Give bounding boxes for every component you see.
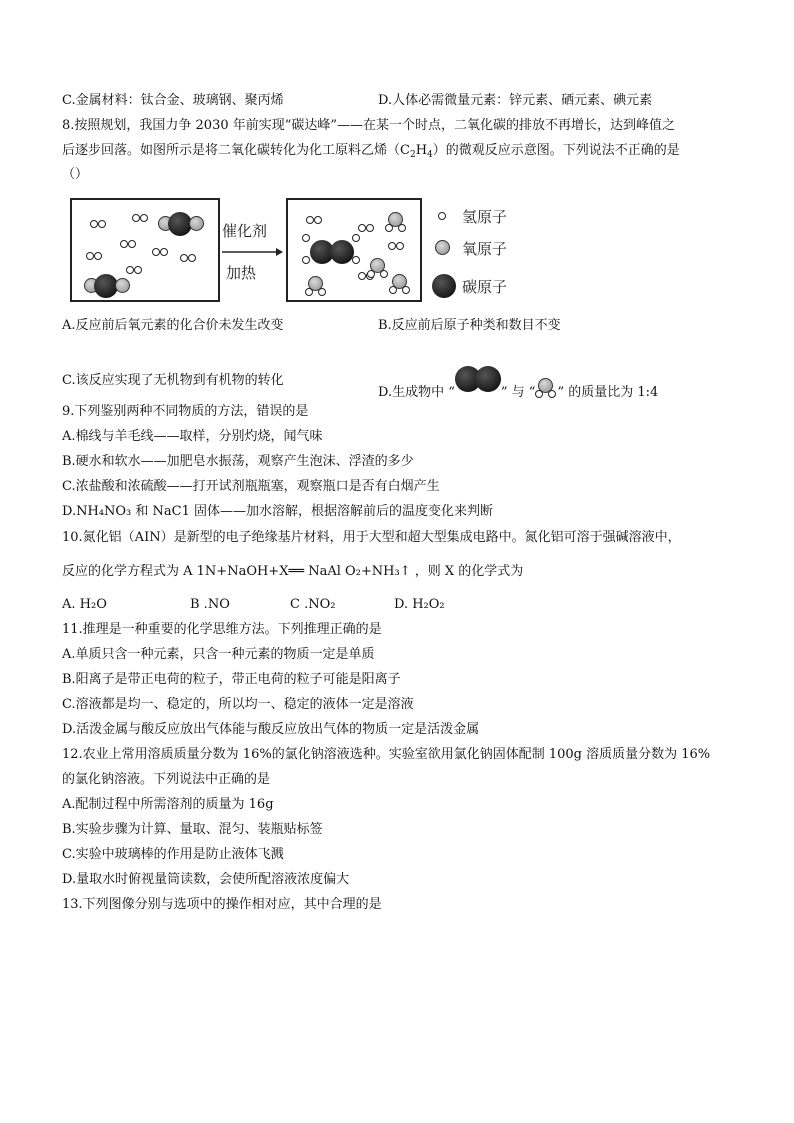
q10-option-b: B .NO [190,597,230,612]
q9-option-a: A.棉线与羊毛线——取样，分别灼烧，闻气味 [62,429,323,444]
products-box [286,198,422,302]
reaction-arrow [220,246,284,258]
q12-option-a: A.配制过程中所需溶剂的质量为 16g [62,797,274,812]
q8-stem-line1: 8.按照规划，我国力争 2030 年前实现“碳达峰”——在某一个时点，二氧化碳的排放不再增长，达到峰值之 [62,118,676,133]
q12-stem-line1: 12.农业上常用溶质质量分数为 16%的氯化钠溶液选种。实验室欲用氯化钠固体配制 100g 溶质质量分数为 16% [62,747,711,762]
c2h4-inline-icon [455,372,501,402]
q9-option-c: C.浓盐酸和浓硫酸——打开试剂瓶瓶塞，观察瓶口是否有白烟产生 [62,479,440,494]
q9-option-b: B.硬水和软水——加肥皂水振荡，观察产生泡沫、浮渣的多少 [62,454,414,469]
q8-option-c: C.该反应实现了无机物到有机物的转化 [62,373,284,388]
q12-stem-line2: 的氯化钠溶液。下列说法中正确的是 [62,772,271,787]
q7-option-d: D.人体必需微量元素：锌元素、硒元素、碘元素 [378,93,653,108]
legend-oxygen: 氧原子 [462,240,508,258]
heating-label: 加热 [226,264,257,282]
q11-stem: 11.推理是一种重要的化学思维方法。下列推理正确的是 [62,622,382,637]
q13-stem: 13.下列图像分别与选项中的操作相对应，其中合理的是 [62,897,382,912]
q12-option-b: B.实验步骤为计算、量取、混匀、装瓶贴标签 [62,822,323,837]
legend-carbon: 碳原子 [462,278,508,296]
q10-option-a: A. H₂O [62,597,107,612]
q11-option-a: A.单质只含一种元素，只含一种元素的物质一定是单质 [62,647,375,662]
q12-option-c: C.实验中玻璃棒的作用是防止液体飞溅 [62,847,284,862]
q8-option-a: A.反应前后氧元素的化合价未发生改变 [62,318,284,333]
q11-option-d: D.活泼金属与酸反应放出气体能与酸反应放出气体的物质一定是活泼金属 [62,722,480,737]
q8-stem-line2: 后逐步回落。如图所示是将二氧化碳转化为化工原料乙烯$(C_2H_4)$的微观反应示意图。下列说法不正确的是 [62,143,680,160]
q11-option-b: B.阳离子是带正电荷的粒子，带正电荷的粒子可能是阳离子 [62,672,401,687]
h2o-inline-icon [535,380,557,400]
q10-stem-line2: 反应的化学方程式为 A 1N+NaOH+X══ NaAl O₂+NH₃↑ ，则 X 的化学式为 [62,564,524,579]
q10-stem-line1: 10.氮化铝（AIN）是新型的电子绝缘基片材料，用于大型和超大型集成电路中。氮化铝可溶于强碱溶液中， [62,530,681,545]
q12-option-d: D.量取水时俯视量筒读数，会使所配溶液浓度偏大 [62,872,350,887]
reaction-diagram [60,192,530,307]
q8-option-d: D.生成物中 “ ” 与 “ ” 的质量比为 1:4 [378,372,658,402]
catalyst-label: 催化剂 [222,222,268,240]
q11-option-c: C.溶液都是均一、稳定的，所以均一、稳定的液体一定是溶液 [62,697,414,712]
q9-option-d: D.NH₄NO₃ 和 NaC1 固体——加水溶解，根据溶解前后的温度变化来判断 [62,504,493,519]
q10-option-c: C .NO₂ [290,597,336,612]
q10-option-d: D. H₂O₂ [394,597,445,612]
legend-hydrogen: 氢原子 [462,208,508,226]
q9-stem: 9.下列鉴别两种不同物质的方法，错误的是 [62,404,309,419]
q8-option-b: B.反应前后原子种类和数目不变 [378,318,561,333]
q8-stem-line3: （） [62,167,89,182]
reactants-box [70,198,220,302]
q7-option-c: C.金属材料：钛合金、玻璃钢、聚丙烯 [62,93,284,108]
